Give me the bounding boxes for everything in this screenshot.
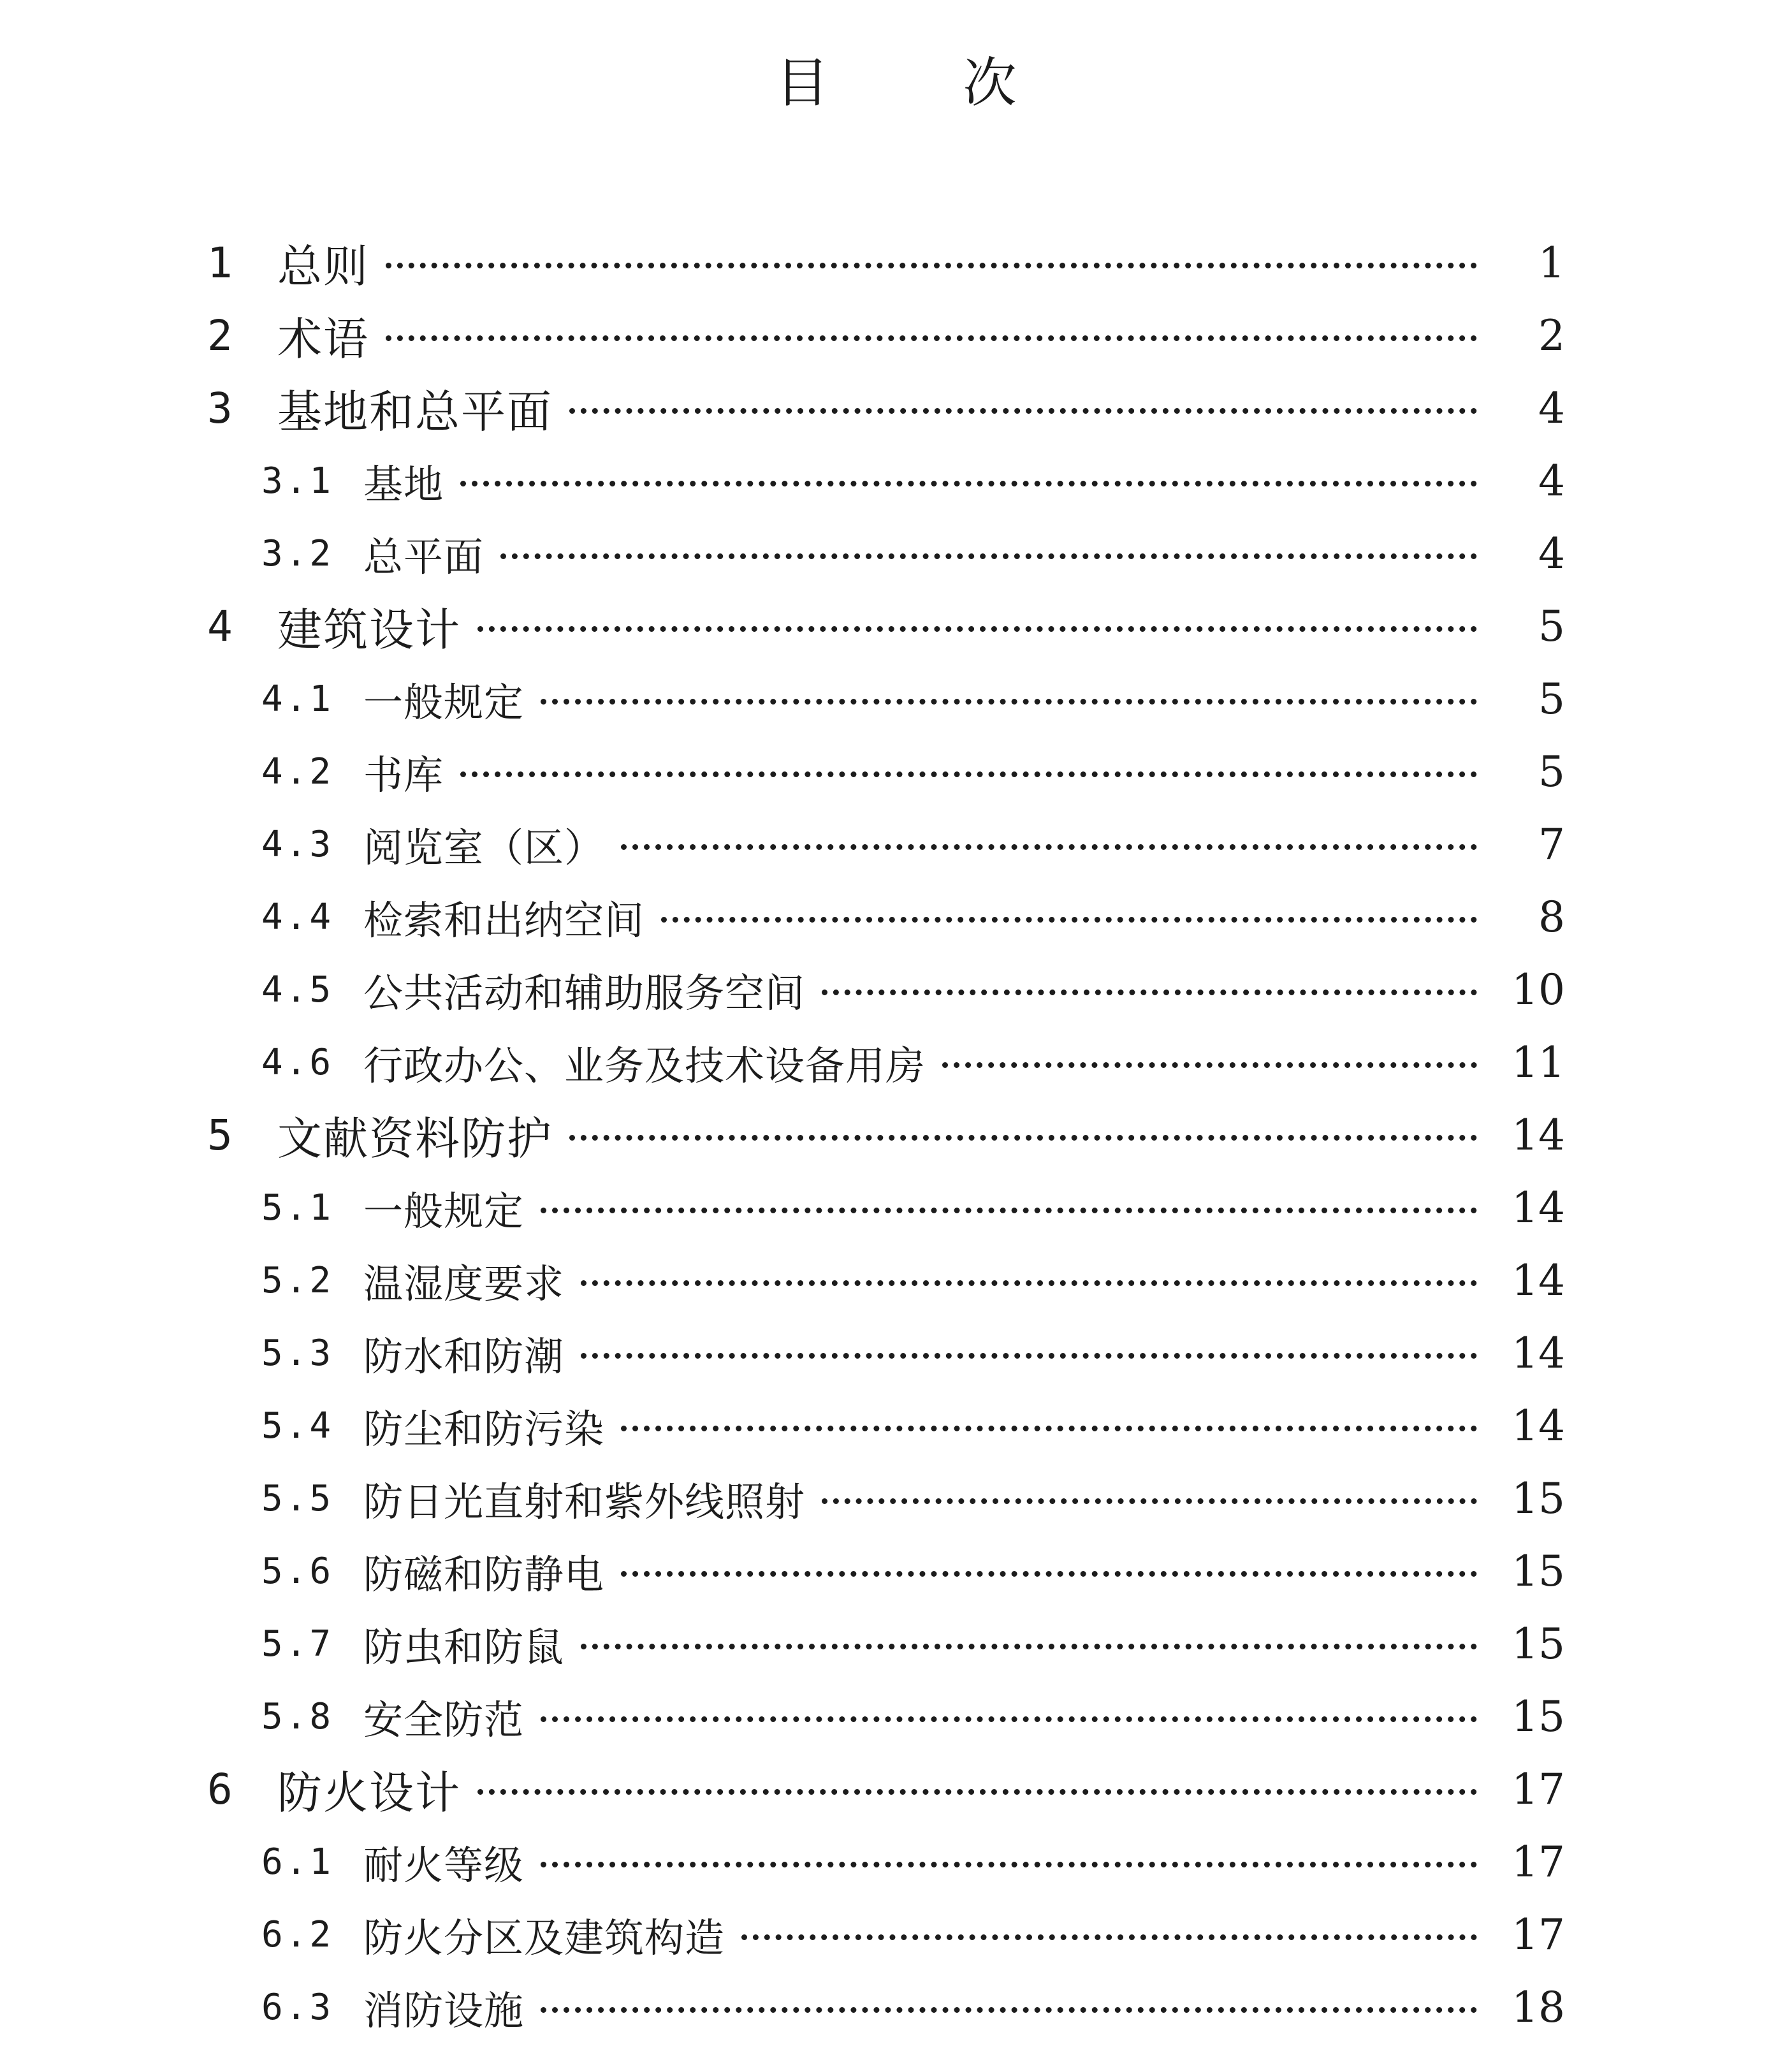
toc-entry-page-number: 4 bbox=[1538, 529, 1565, 578]
toc-entry-number: 4.3 bbox=[261, 823, 334, 865]
toc-entry-title: 总平面 bbox=[363, 533, 484, 580]
toc-dot-leader bbox=[581, 1644, 1477, 1649]
toc-chapter-entry[interactable] bbox=[207, 372, 1565, 444]
toc-dot-leader bbox=[822, 990, 1477, 995]
toc-section-entry[interactable] bbox=[207, 808, 1565, 880]
toc-entry-title: 公共活动和辅助服务空间 bbox=[363, 969, 806, 1016]
toc-entry-number: 5.4 bbox=[261, 1405, 334, 1447]
toc-entry-page-number: 17 bbox=[1512, 1837, 1565, 1887]
toc-entry-title: 文献资料防护 bbox=[277, 1112, 553, 1165]
toc-dot-leader bbox=[569, 408, 1477, 414]
toc-section-entry[interactable] bbox=[207, 1389, 1565, 1462]
toc-section-entry[interactable] bbox=[207, 735, 1565, 808]
toc-chapter-entry[interactable] bbox=[207, 1099, 1565, 1171]
toc-chapter-entry[interactable] bbox=[207, 226, 1565, 299]
toc-entry-page-number: 8 bbox=[1538, 892, 1565, 942]
toc-entry-number: 5.2 bbox=[261, 1259, 334, 1301]
toc-dot-leader bbox=[541, 1208, 1477, 1213]
toc-chapter-entry[interactable] bbox=[207, 299, 1565, 372]
page-title-char-2: 次 bbox=[963, 52, 1017, 114]
toc-entry-title: 温湿度要求 bbox=[363, 1260, 565, 1307]
toc-entry-page-number: 7 bbox=[1538, 819, 1565, 869]
toc-entry-page-number: 5 bbox=[1538, 674, 1565, 724]
toc-dot-leader bbox=[741, 1934, 1477, 1940]
toc-entry-page-number: 17 bbox=[1512, 1764, 1565, 1814]
toc-section-entry[interactable] bbox=[207, 1971, 1565, 2043]
toc-entry-number: 5.3 bbox=[261, 1332, 334, 1374]
toc-section-entry[interactable] bbox=[207, 1026, 1565, 1099]
toc-entry-title: 术语 bbox=[277, 312, 369, 365]
toc-entry-number: 5.7 bbox=[261, 1623, 334, 1665]
toc-section-entry[interactable] bbox=[207, 1462, 1565, 1535]
toc-entry-title: 一般规定 bbox=[363, 678, 525, 726]
toc-section-entry[interactable] bbox=[207, 1535, 1565, 1607]
toc-dot-leader bbox=[661, 917, 1477, 923]
toc-entry-page-number: 15 bbox=[1512, 1619, 1565, 1669]
toc-entry-page-number: 18 bbox=[1512, 1982, 1565, 2032]
toc-entry-title: 基地和总平面 bbox=[277, 385, 553, 438]
toc-section-entry[interactable] bbox=[207, 1607, 1565, 1680]
toc-entry-page-number: 11 bbox=[1512, 1037, 1565, 1087]
toc-section-entry[interactable] bbox=[207, 444, 1565, 517]
toc-dot-leader bbox=[500, 553, 1477, 559]
toc-chapter-entry[interactable] bbox=[207, 590, 1565, 662]
toc-entry-page-number: 15 bbox=[1512, 1546, 1565, 1596]
toc-entry-title: 消防设施 bbox=[363, 1987, 525, 2034]
table-of-contents bbox=[207, 226, 1565, 2043]
toc-entry-number: 6 bbox=[207, 1764, 233, 1814]
toc-dot-leader bbox=[621, 1426, 1477, 1431]
toc-entry-page-number: 14 bbox=[1512, 1255, 1565, 1305]
toc-dot-leader bbox=[621, 844, 1477, 850]
toc-dot-leader bbox=[386, 335, 1477, 341]
toc-dot-leader bbox=[581, 1353, 1477, 1359]
toc-chapter-entry[interactable] bbox=[207, 1753, 1565, 1825]
toc-section-entry[interactable] bbox=[207, 1825, 1565, 1898]
toc-entry-page-number: 10 bbox=[1512, 965, 1565, 1014]
toc-entry-title: 防虫和防鼠 bbox=[363, 1623, 565, 1670]
toc-section-entry[interactable] bbox=[207, 517, 1565, 590]
toc-entry-number: 5.6 bbox=[261, 1550, 334, 1592]
toc-entry-number: 2 bbox=[207, 310, 233, 360]
toc-dot-leader bbox=[541, 2007, 1477, 2013]
toc-dot-leader bbox=[942, 1062, 1477, 1068]
toc-dot-leader bbox=[569, 1135, 1477, 1141]
toc-entry-title: 防尘和防污染 bbox=[363, 1405, 605, 1452]
toc-dot-leader bbox=[460, 771, 1477, 777]
toc-entry-page-number: 1 bbox=[1538, 238, 1565, 288]
toc-entry-title: 总则 bbox=[277, 240, 369, 293]
toc-entry-title: 防火分区及建筑构造 bbox=[363, 1914, 725, 1961]
toc-dot-leader bbox=[581, 1280, 1477, 1286]
toc-entry-number: 3.1 bbox=[261, 460, 334, 502]
toc-section-entry[interactable] bbox=[207, 1171, 1565, 1244]
toc-entry-number: 5.8 bbox=[261, 1695, 334, 1737]
toc-entry-page-number: 5 bbox=[1538, 601, 1565, 651]
toc-entry-number: 5 bbox=[207, 1110, 233, 1160]
toc-entry-title: 防磁和防静电 bbox=[363, 1551, 605, 1598]
toc-entry-number: 6.2 bbox=[261, 1913, 334, 1955]
toc-entry-page-number: 14 bbox=[1512, 1401, 1565, 1450]
toc-section-entry[interactable] bbox=[207, 880, 1565, 953]
toc-entry-title: 行政办公、业务及技术设备用房 bbox=[363, 1042, 926, 1089]
toc-entry-title: 耐火等级 bbox=[363, 1841, 525, 1888]
toc-entry-number: 4.5 bbox=[261, 968, 334, 1011]
toc-dot-leader bbox=[477, 626, 1477, 632]
toc-entry-title: 一般规定 bbox=[363, 1187, 525, 1234]
toc-entry-number: 4.1 bbox=[261, 678, 334, 720]
toc-entry-page-number: 15 bbox=[1512, 1473, 1565, 1523]
toc-entry-page-number: 5 bbox=[1538, 747, 1565, 796]
toc-entry-number: 6.3 bbox=[261, 1986, 334, 2028]
toc-entry-title: 阅览室（区） bbox=[363, 824, 605, 871]
toc-entry-title: 书库 bbox=[363, 751, 444, 798]
toc-dot-leader bbox=[460, 481, 1477, 486]
toc-dot-leader bbox=[541, 699, 1477, 705]
toc-entry-title: 防日光直射和紫外线照射 bbox=[363, 1478, 806, 1525]
toc-dot-leader bbox=[621, 1571, 1477, 1577]
toc-entry-page-number: 2 bbox=[1538, 310, 1565, 360]
toc-entry-title: 防水和防潮 bbox=[363, 1333, 565, 1380]
toc-entry-title: 检索和出纳空间 bbox=[363, 896, 645, 944]
toc-entry-title: 基地 bbox=[363, 460, 444, 508]
toc-entry-page-number: 15 bbox=[1512, 1691, 1565, 1741]
toc-dot-leader bbox=[477, 1789, 1477, 1795]
toc-dot-leader bbox=[386, 263, 1477, 268]
toc-entry-page-number: 4 bbox=[1538, 456, 1565, 506]
toc-section-entry[interactable] bbox=[207, 1680, 1565, 1753]
toc-entry-number: 4.4 bbox=[261, 896, 334, 938]
toc-entry-page-number: 14 bbox=[1512, 1110, 1565, 1160]
toc-entry-title: 防火设计 bbox=[277, 1766, 461, 1819]
toc-section-entry[interactable] bbox=[207, 662, 1565, 735]
toc-entry-number: 5.5 bbox=[261, 1477, 334, 1519]
toc-entry-number: 6.1 bbox=[261, 1841, 334, 1883]
toc-section-entry[interactable] bbox=[207, 1317, 1565, 1389]
page-title bbox=[0, 45, 1792, 121]
toc-entry-page-number: 14 bbox=[1512, 1183, 1565, 1232]
toc-dot-leader bbox=[822, 1498, 1477, 1504]
toc-section-entry[interactable] bbox=[207, 1898, 1565, 1971]
toc-entry-title: 安全防范 bbox=[363, 1696, 525, 1743]
toc-section-entry[interactable] bbox=[207, 1244, 1565, 1317]
toc-entry-number: 4.6 bbox=[261, 1041, 334, 1083]
toc-dot-leader bbox=[541, 1716, 1477, 1722]
toc-entry-title: 建筑设计 bbox=[277, 603, 461, 656]
toc-section-entry[interactable] bbox=[207, 953, 1565, 1026]
toc-entry-page-number: 17 bbox=[1512, 1910, 1565, 1959]
toc-entry-number: 4 bbox=[207, 601, 233, 651]
toc-dot-leader bbox=[541, 1862, 1477, 1867]
toc-entry-number: 3.2 bbox=[261, 532, 334, 574]
toc-entry-page-number: 4 bbox=[1538, 383, 1565, 433]
toc-entry-page-number: 14 bbox=[1512, 1328, 1565, 1378]
page-title-char-1: 目 bbox=[775, 52, 829, 114]
toc-entry-number: 5.1 bbox=[261, 1187, 334, 1229]
toc-entry-number: 1 bbox=[207, 238, 233, 288]
toc-entry-number: 3 bbox=[207, 383, 233, 433]
toc-entry-number: 4.2 bbox=[261, 750, 334, 793]
